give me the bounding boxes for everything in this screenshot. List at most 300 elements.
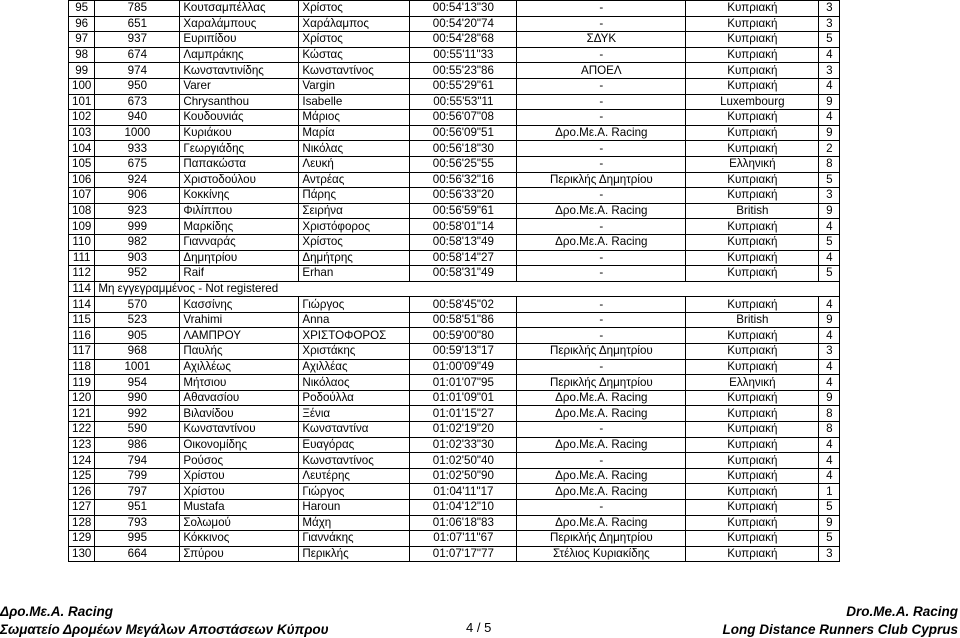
cell-category: 2 (819, 141, 840, 157)
cell-time: 00:58'31"49 (410, 266, 517, 282)
cell-club: - (517, 110, 686, 126)
cell-bib: 999 (95, 219, 180, 235)
cell-category: 4 (819, 110, 840, 126)
cell-bib: 951 (95, 500, 180, 516)
cell-position: 127 (69, 500, 95, 516)
table-row (69, 312, 840, 328)
cell-time: 01:07'11"67 (410, 531, 517, 547)
cell-nationality: Κυπριακή (686, 359, 819, 375)
table-row (69, 63, 840, 79)
cell-bib: 974 (95, 63, 180, 79)
cell-position: 101 (69, 94, 95, 110)
cell-first-name: Κώστας (299, 47, 410, 63)
cell-time: 00:55'11"33 (410, 47, 517, 63)
cell-category: 4 (819, 375, 840, 391)
table-row (69, 297, 840, 313)
cell-nationality: Ελληνική (686, 375, 819, 391)
cell-first-name: Αχιλλέας (299, 359, 410, 375)
cell-time: 01:02'50"90 (410, 468, 517, 484)
cell-category: 3 (819, 546, 840, 562)
cell-nationality: Κυπριακή (686, 266, 819, 282)
cell-position: 122 (69, 422, 95, 438)
cell-surname: Κασσίνης (180, 297, 299, 313)
cell-surname: Οικονομίδης (180, 437, 299, 453)
cell-position: 107 (69, 188, 95, 204)
cell-bib: 952 (95, 266, 180, 282)
cell-position: 97 (69, 32, 95, 48)
cell-club: Περικλής Δημητρίου (517, 172, 686, 188)
cell-surname: Ρούσος (180, 453, 299, 469)
cell-position: 117 (69, 344, 95, 360)
cell-category: 9 (819, 390, 840, 406)
cell-bib: 968 (95, 344, 180, 360)
table-row (69, 328, 840, 344)
cell-club: Δρο.Με.Α. Racing (517, 203, 686, 219)
cell-nationality: Κυπριακή (686, 172, 819, 188)
cell-first-name: Μαρία (299, 125, 410, 141)
table-row (69, 203, 840, 219)
cell-time: 00:59'00"80 (410, 328, 517, 344)
cell-time: 00:58'13"49 (410, 234, 517, 250)
cell-time: 00:55'29"61 (410, 78, 517, 94)
cell-club: - (517, 359, 686, 375)
cell-bib: 940 (95, 110, 180, 126)
cell-bib: 923 (95, 203, 180, 219)
cell-position: 130 (69, 546, 95, 562)
cell-bib: 673 (95, 94, 180, 110)
cell-club: ΣΔΥΚ (517, 32, 686, 48)
cell-position: 103 (69, 125, 95, 141)
cell-club: Δρο.Με.Α. Racing (517, 468, 686, 484)
cell-time: 00:56'09"51 (410, 125, 517, 141)
results-table (68, 0, 840, 562)
cell-club: Δρο.Με.Α. Racing (517, 484, 686, 500)
cell-category: 8 (819, 406, 840, 422)
cell-time: 01:04'12"10 (410, 500, 517, 516)
cell-bib: 986 (95, 437, 180, 453)
cell-nationality: Κυπριακή (686, 453, 819, 469)
cell-bib: 982 (95, 234, 180, 250)
cell-nationality: Κυπριακή (686, 63, 819, 79)
cell-bib: 995 (95, 531, 180, 547)
cell-surname: ΛΑΜΠΡΟΥ (180, 328, 299, 344)
cell-category: 9 (819, 312, 840, 328)
cell-surname: Raif (180, 266, 299, 282)
cell-nationality: Κυπριακή (686, 500, 819, 516)
cell-position: 123 (69, 437, 95, 453)
cell-category: 9 (819, 515, 840, 531)
results-body (69, 1, 840, 562)
table-row (69, 250, 840, 266)
cell-time: 00:59'13"17 (410, 344, 517, 360)
cell-category: 5 (819, 531, 840, 547)
cell-first-name: Ξένια (299, 406, 410, 422)
table-row (69, 188, 840, 204)
cell-first-name: Δημήτρης (299, 250, 410, 266)
cell-first-name: Γιαννάκης (299, 531, 410, 547)
cell-club: Δρο.Με.Α. Racing (517, 125, 686, 141)
cell-first-name: Isabelle (299, 94, 410, 110)
table-row (69, 422, 840, 438)
cell-surname: Κουτσαμπέλλας (180, 1, 299, 17)
table-row (69, 78, 840, 94)
cell-bib: 664 (95, 546, 180, 562)
cell-bib: 674 (95, 47, 180, 63)
cell-surname: Χρίστου (180, 468, 299, 484)
cell-club: - (517, 78, 686, 94)
cell-time: 01:01'09"01 (410, 390, 517, 406)
cell-surname: Μαρκίδης (180, 219, 299, 235)
cell-time: 00:56'33"20 (410, 188, 517, 204)
cell-category: 3 (819, 188, 840, 204)
table-row (69, 375, 840, 391)
footer-club-full-name-en: Long Distance Runners Club Cyprus (722, 622, 958, 637)
cell-first-name: Νικόλαος (299, 375, 410, 391)
cell-position: 110 (69, 234, 95, 250)
cell-bib: 785 (95, 1, 180, 17)
cell-first-name: Γιώργος (299, 297, 410, 313)
cell-nationality: Κυπριακή (686, 219, 819, 235)
cell-first-name: Κωνσταντίνα (299, 422, 410, 438)
cell-position: 95 (69, 1, 95, 17)
cell-club: - (517, 16, 686, 32)
cell-surname: Ευριπίδου (180, 32, 299, 48)
cell-bib: 794 (95, 453, 180, 469)
cell-club: - (517, 266, 686, 282)
cell-first-name: Χρίστος (299, 234, 410, 250)
cell-surname: Σπύρου (180, 546, 299, 562)
table-row (69, 531, 840, 547)
cell-club: - (517, 328, 686, 344)
cell-time: 00:54'20"74 (410, 16, 517, 32)
cell-time: 01:06'18"83 (410, 515, 517, 531)
cell-bib: 651 (95, 16, 180, 32)
cell-club: - (517, 422, 686, 438)
cell-nationality: Κυπριακή (686, 437, 819, 453)
cell-surname: Μήτσιου (180, 375, 299, 391)
table-row (69, 344, 840, 360)
cell-nationality: Κυπριακή (686, 328, 819, 344)
table-row (69, 47, 840, 63)
cell-first-name: Μάριος (299, 110, 410, 126)
cell-category: 5 (819, 500, 840, 516)
cell-time: 00:58'45"02 (410, 297, 517, 313)
cell-nationality: British (686, 203, 819, 219)
cell-first-name: Μάχη (299, 515, 410, 531)
cell-time: 00:56'18"30 (410, 141, 517, 157)
table-row (69, 359, 840, 375)
cell-nationality: Κυπριακή (686, 468, 819, 484)
cell-first-name: ΧΡΙΣΤΟΦΟΡΟΣ (299, 328, 410, 344)
cell-position: 111 (69, 250, 95, 266)
cell-position: 126 (69, 484, 95, 500)
cell-first-name: Κωνσταντίνος (299, 63, 410, 79)
footer-club-full-name-gr: Σωματείο Δρομέων Μεγάλων Αποστάσεων Κύπρου (0, 622, 329, 637)
cell-category: 9 (819, 203, 840, 219)
cell-club: - (517, 1, 686, 17)
cell-bib: 954 (95, 375, 180, 391)
cell-first-name: Πάρης (299, 188, 410, 204)
cell-bib: 797 (95, 484, 180, 500)
cell-surname: Χαραλάμπους (180, 16, 299, 32)
cell-nationality: Κυπριακή (686, 1, 819, 17)
cell-nationality: Κυπριακή (686, 297, 819, 313)
cell-category: 4 (819, 328, 840, 344)
cell-time: 01:01'15"27 (410, 406, 517, 422)
table-row (69, 266, 840, 282)
cell-surname: Αχιλλέως (180, 359, 299, 375)
cell-club: - (517, 312, 686, 328)
cell-position: 120 (69, 390, 95, 406)
cell-club: - (517, 500, 686, 516)
table-row (69, 1, 840, 17)
cell-club: Δρο.Με.Α. Racing (517, 515, 686, 531)
cell-position: 118 (69, 359, 95, 375)
cell-category: 8 (819, 422, 840, 438)
cell-first-name: Χρίστος (299, 1, 410, 17)
cell-first-name: Vargin (299, 78, 410, 94)
cell-nationality: Κυπριακή (686, 188, 819, 204)
cell-position: 109 (69, 219, 95, 235)
cell-bib: 793 (95, 515, 180, 531)
cell-nationality: Κυπριακή (686, 110, 819, 126)
cell-category: 9 (819, 125, 840, 141)
cell-club: Περικλής Δημητρίου (517, 344, 686, 360)
cell-position: 106 (69, 172, 95, 188)
cell-first-name: Γιώργος (299, 484, 410, 500)
cell-club: - (517, 250, 686, 266)
cell-time: 01:07'17"77 (410, 546, 517, 562)
cell-time: 01:02'33"30 (410, 437, 517, 453)
cell-first-name: Περικλής (299, 546, 410, 562)
cell-nationality: Κυπριακή (686, 78, 819, 94)
cell-bib: 990 (95, 390, 180, 406)
cell-category: 8 (819, 156, 840, 172)
cell-category: 5 (819, 172, 840, 188)
cell-club: - (517, 94, 686, 110)
table-row (69, 546, 840, 562)
table-row (69, 32, 840, 48)
cell-time: 01:00'09"49 (410, 359, 517, 375)
cell-position: 124 (69, 453, 95, 469)
cell-category: 4 (819, 250, 840, 266)
cell-surname: Σολωμού (180, 515, 299, 531)
table-row (69, 234, 840, 250)
cell-time: 00:55'23"86 (410, 63, 517, 79)
cell-first-name: Λευτέρης (299, 468, 410, 484)
cell-nationality: Κυπριακή (686, 531, 819, 547)
cell-club: Στέλιος Κυριακίδης (517, 546, 686, 562)
cell-club: Περικλής Δημητρίου (517, 375, 686, 391)
cell-first-name: Νικόλας (299, 141, 410, 157)
cell-category: 4 (819, 359, 840, 375)
cell-club: - (517, 219, 686, 235)
cell-nationality: Κυπριακή (686, 16, 819, 32)
cell-time: 00:58'51"86 (410, 312, 517, 328)
table-row (69, 141, 840, 157)
cell-category: 4 (819, 78, 840, 94)
cell-category: 4 (819, 437, 840, 453)
cell-category: 9 (819, 94, 840, 110)
cell-surname: Δημητρίου (180, 250, 299, 266)
table-row (69, 16, 840, 32)
cell-time: 01:01'07"95 (410, 375, 517, 391)
cell-time: 00:56'25"55 (410, 156, 517, 172)
cell-position: 108 (69, 203, 95, 219)
table-row (69, 219, 840, 235)
cell-first-name: Ροδούλλα (299, 390, 410, 406)
cell-bib: 950 (95, 78, 180, 94)
cell-surname: Λαμπράκης (180, 47, 299, 63)
cell-position: 121 (69, 406, 95, 422)
cell-time: 01:02'50"40 (410, 453, 517, 469)
cell-surname: Γιανναράς (180, 234, 299, 250)
cell-position: 98 (69, 47, 95, 63)
cell-bib: 1000 (95, 125, 180, 141)
cell-first-name: Κωνσταντίνος (299, 453, 410, 469)
footer-club-name-gr: Δρο.Με.Α. Racing (0, 604, 113, 619)
cell-first-name: Χαράλαμπος (299, 16, 410, 32)
cell-category: 4 (819, 453, 840, 469)
cell-position: 114 (69, 281, 95, 297)
cell-position: 100 (69, 78, 95, 94)
cell-surname: Γεωργιάδης (180, 141, 299, 157)
cell-first-name: Anna (299, 312, 410, 328)
cell-club: ΑΠΟΕΛ (517, 63, 686, 79)
cell-bib: 570 (95, 297, 180, 313)
cell-surname: Κόκκινος (180, 531, 299, 547)
cell-club: - (517, 453, 686, 469)
cell-time: 01:04'11"17 (410, 484, 517, 500)
cell-nationality: Κυπριακή (686, 406, 819, 422)
cell-surname: Κουδουνιάς (180, 110, 299, 126)
cell-time: 00:54'13"30 (410, 1, 517, 17)
cell-nationality: Κυπριακή (686, 515, 819, 531)
cell-surname: Κοκκίνης (180, 188, 299, 204)
cell-position: 129 (69, 531, 95, 547)
cell-time: 00:58'01"14 (410, 219, 517, 235)
table-row (69, 515, 840, 531)
page-number: 4 / 5 (466, 620, 492, 635)
cell-time: 00:56'59"61 (410, 203, 517, 219)
cell-category: 5 (819, 32, 840, 48)
cell-bib: 937 (95, 32, 180, 48)
table-row (69, 281, 840, 297)
cell-club: Δρο.Με.Α. Racing (517, 234, 686, 250)
cell-nationality: Κυπριακή (686, 125, 819, 141)
cell-club: Δρο.Με.Α. Racing (517, 406, 686, 422)
cell-surname: Χριστοδούλου (180, 172, 299, 188)
cell-category: 3 (819, 63, 840, 79)
cell-category: 5 (819, 234, 840, 250)
cell-time: 00:55'53"11 (410, 94, 517, 110)
cell-position: 102 (69, 110, 95, 126)
cell-club: Δρο.Με.Α. Racing (517, 437, 686, 453)
cell-surname: Κωνσταντινίδης (180, 63, 299, 79)
cell-nationality: Κυπριακή (686, 141, 819, 157)
cell-category: 5 (819, 266, 840, 282)
table-row (69, 390, 840, 406)
cell-nationality: Κυπριακή (686, 250, 819, 266)
table-row (69, 172, 840, 188)
cell-position: 104 (69, 141, 95, 157)
cell-first-name: Χρίστος (299, 32, 410, 48)
cell-category: 3 (819, 344, 840, 360)
cell-first-name: Erhan (299, 266, 410, 282)
cell-surname: Χρίστου (180, 484, 299, 500)
cell-position: 112 (69, 266, 95, 282)
cell-nationality: British (686, 312, 819, 328)
cell-category: 3 (819, 1, 840, 17)
table-row (69, 406, 840, 422)
cell-bib: 924 (95, 172, 180, 188)
cell-surname: Αθανασίου (180, 390, 299, 406)
cell-category: 3 (819, 16, 840, 32)
cell-first-name: Λευκή (299, 156, 410, 172)
cell-bib: 903 (95, 250, 180, 266)
cell-club: - (517, 156, 686, 172)
table-row (69, 125, 840, 141)
table-row (69, 94, 840, 110)
footer-club-name-en: Dro.Me.A. Racing (846, 604, 958, 619)
cell-position: 115 (69, 312, 95, 328)
cell-time: 00:58'14"27 (410, 250, 517, 266)
cell-first-name: Ευαγόρας (299, 437, 410, 453)
cell-first-name: Αντρέας (299, 172, 410, 188)
cell-surname: Βιλανίδου (180, 406, 299, 422)
cell-position: 99 (69, 63, 95, 79)
cell-category: 4 (819, 468, 840, 484)
cell-nationality: Κυπριακή (686, 234, 819, 250)
cell-bib: 590 (95, 422, 180, 438)
cell-surname: Φιλίππου (180, 203, 299, 219)
page-footer (0, 600, 960, 638)
cell-surname: Vrahimi (180, 312, 299, 328)
cell-position: 114 (69, 297, 95, 313)
cell-first-name: Σειρήνα (299, 203, 410, 219)
table-row (69, 468, 840, 484)
cell-bib: 675 (95, 156, 180, 172)
cell-time: 01:02'19"20 (410, 422, 517, 438)
cell-category: 4 (819, 47, 840, 63)
cell-surname: Varer (180, 78, 299, 94)
cell-nationality: Κυπριακή (686, 47, 819, 63)
cell-club: Περικλής Δημητρίου (517, 531, 686, 547)
table-row (69, 453, 840, 469)
cell-surname: Mustafa (180, 500, 299, 516)
cell-surname: Κωνσταντίνου (180, 422, 299, 438)
table-row (69, 500, 840, 516)
table-row (69, 110, 840, 126)
cell-bib: 906 (95, 188, 180, 204)
cell-club: - (517, 297, 686, 313)
cell-position: 116 (69, 328, 95, 344)
cell-time: 00:56'32"16 (410, 172, 517, 188)
cell-club: - (517, 47, 686, 63)
cell-nationality: Ελληνική (686, 156, 819, 172)
cell-position: 125 (69, 468, 95, 484)
cell-position: 105 (69, 156, 95, 172)
cell-club: - (517, 188, 686, 204)
cell-nationality: Κυπριακή (686, 390, 819, 406)
cell-category: 4 (819, 297, 840, 313)
cell-bib: 933 (95, 141, 180, 157)
cell-bib: 799 (95, 468, 180, 484)
table-row (69, 437, 840, 453)
cell-surname: Παπακώστα (180, 156, 299, 172)
cell-nationality: Κυπριακή (686, 422, 819, 438)
cell-nationality: Κυπριακή (686, 344, 819, 360)
